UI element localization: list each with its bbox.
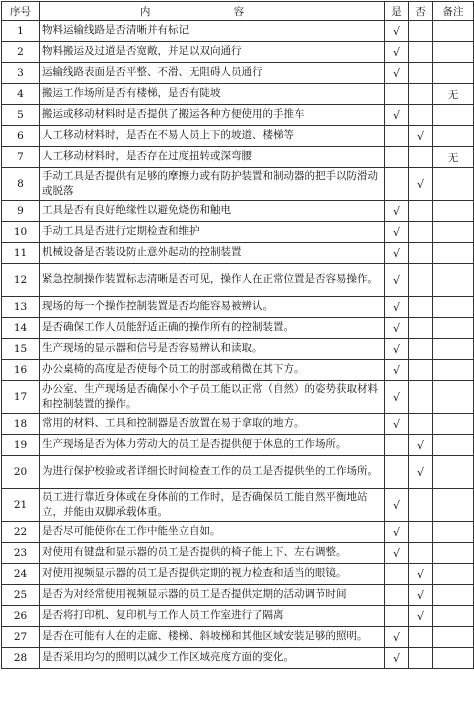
no-check: [409, 360, 433, 381]
row-seq: 2: [2, 42, 40, 63]
row-seq: 9: [2, 201, 40, 222]
yes-check: √: [385, 105, 409, 126]
yes-check: [385, 456, 409, 489]
no-check: [409, 243, 433, 264]
no-check: [409, 627, 433, 648]
row-content: 搬运或移动材料时是否提供了搬运各种方便使用的手推车: [40, 105, 385, 126]
row-content: 常用的材料、工具和控制器是否放置在易于拿取的地方。: [40, 414, 385, 435]
row-content: 人工移动材料时，是否在不易人员上下的坡道、楼梯等: [40, 126, 385, 147]
row-note: [433, 543, 474, 564]
row-content: 是否尽可能使你在工作中能坐立自如。: [40, 522, 385, 543]
no-check: [409, 318, 433, 339]
table-row: [2, 360, 474, 381]
no-check: [409, 42, 433, 63]
row-content: 是否将打印机、复印机与工作人员工作室进行了隔离: [40, 606, 385, 627]
no-check: [409, 339, 433, 360]
header-row: [2, 2, 474, 21]
row-note: [433, 627, 474, 648]
no-check: √: [409, 585, 433, 606]
table-row: [2, 168, 474, 201]
row-seq: 22: [2, 522, 40, 543]
yes-check: √: [385, 264, 409, 297]
row-content: 是否为对经常使用视频显示器的员工是否提供定期的活动调节时间: [40, 585, 385, 606]
row-seq: 21: [2, 489, 40, 522]
yes-check: [385, 435, 409, 456]
row-seq: 10: [2, 222, 40, 243]
no-check: [409, 84, 433, 105]
row-note: [433, 489, 474, 522]
row-seq: 16: [2, 360, 40, 381]
no-check: [409, 414, 433, 435]
row-note: [433, 222, 474, 243]
table-row: [2, 147, 474, 168]
yes-check: √: [385, 543, 409, 564]
table-row: [2, 126, 474, 147]
row-content: 机械设备是否装设防止意外起动的控制装置: [40, 243, 385, 264]
row-content: 生产现场是否为体力劳动大的员工是否提供便于休息的工作场所。: [40, 435, 385, 456]
yes-check: √: [385, 63, 409, 84]
table-row: [2, 435, 474, 456]
yes-check: √: [385, 414, 409, 435]
row-seq: 14: [2, 318, 40, 339]
no-check: √: [409, 435, 433, 456]
table-row: [2, 648, 474, 669]
row-content: 紧急控制操作装置标志清晰是否可见，操作人在正常位置是否容易操作。: [40, 264, 385, 297]
row-content: 员工进行靠近身体或在身体前的工作时，是否确保员工能自然平衡地站立，并能由双脚承载体重。: [40, 489, 385, 522]
row-seq: 12: [2, 264, 40, 297]
row-seq: 4: [2, 84, 40, 105]
row-content: 是否在可能有人在的走廊、楼梯、斜坡梯和其他区域安装足够的照明。: [40, 627, 385, 648]
no-check: [409, 297, 433, 318]
header-content: 内 容: [40, 2, 385, 21]
row-content: 办公室、生产现场是否确保小个子员工能以正常（自然）的姿势获取材料和控制装置的操作。: [40, 381, 385, 414]
row-seq: 13: [2, 297, 40, 318]
row-seq: 3: [2, 63, 40, 84]
no-check: √: [409, 168, 433, 201]
yes-check: √: [385, 201, 409, 222]
table-row: [2, 21, 474, 42]
no-check: √: [409, 564, 433, 585]
yes-check: √: [385, 222, 409, 243]
row-content: 物料搬运及过道是否宽敞，并足以双向通行: [40, 42, 385, 63]
yes-check: √: [385, 522, 409, 543]
row-content: 手动工具是否提供有足够的摩擦力或有防护装置和制动器的把手以防滑动或脱落: [40, 168, 385, 201]
row-note: [433, 564, 474, 585]
row-note: [433, 297, 474, 318]
no-check: [409, 489, 433, 522]
row-seq: 19: [2, 435, 40, 456]
row-seq: 20: [2, 456, 40, 489]
row-content: 对使用视频显示器的员工是否提供定期的视力检查和适当的眼镜。: [40, 564, 385, 585]
row-seq: 8: [2, 168, 40, 201]
row-content: 手动工具是否进行定期检查和维护: [40, 222, 385, 243]
table-row: [2, 42, 474, 63]
row-note: [433, 456, 474, 489]
row-note: [433, 648, 474, 669]
table-row: [2, 606, 474, 627]
no-check: [409, 381, 433, 414]
yes-check: [385, 564, 409, 585]
table-row: [2, 84, 474, 105]
row-note: [433, 339, 474, 360]
table-row: [2, 243, 474, 264]
row-content: 现场的每一个操作控制装置是否均能容易被辨认。: [40, 297, 385, 318]
yes-check: √: [385, 360, 409, 381]
row-note: [433, 201, 474, 222]
row-content: 搬运工作场所是否有楼梯，是否有陡坡: [40, 84, 385, 105]
yes-check: √: [385, 381, 409, 414]
row-content: 运输线路表面是否平整、不滑、无阻碍人员通行: [40, 63, 385, 84]
row-seq: 11: [2, 243, 40, 264]
row-note: [433, 435, 474, 456]
table-row: [2, 222, 474, 243]
row-seq: 17: [2, 381, 40, 414]
no-check: [409, 147, 433, 168]
table-row: [2, 63, 474, 84]
yes-check: √: [385, 42, 409, 63]
no-check: [409, 222, 433, 243]
row-note: [433, 168, 474, 201]
table-row: [2, 627, 474, 648]
checklist-table: [1, 1, 474, 669]
row-note: [433, 63, 474, 84]
row-seq: 26: [2, 606, 40, 627]
yes-check: [385, 84, 409, 105]
yes-check: [385, 585, 409, 606]
table-row: [2, 543, 474, 564]
row-seq: 1: [2, 21, 40, 42]
row-note: [433, 585, 474, 606]
row-seq: 7: [2, 147, 40, 168]
no-check: [409, 264, 433, 297]
row-content: 工具是否有良好绝缘性以避免烧伤和触电: [40, 201, 385, 222]
checklist-body: [2, 21, 474, 669]
table-row: [2, 414, 474, 435]
row-note: [433, 414, 474, 435]
yes-check: [385, 126, 409, 147]
no-check: √: [409, 126, 433, 147]
no-check: √: [409, 606, 433, 627]
yes-check: √: [385, 648, 409, 669]
yes-check: √: [385, 243, 409, 264]
row-note: [433, 522, 474, 543]
row-note: 无: [433, 147, 474, 168]
row-note: [433, 126, 474, 147]
yes-check: √: [385, 318, 409, 339]
row-content: 人工移动材料时，是否存在过度扭转或深弯腰: [40, 147, 385, 168]
row-note: [433, 243, 474, 264]
row-note: [433, 318, 474, 339]
yes-check: [385, 606, 409, 627]
header-no: 否: [409, 2, 433, 21]
row-content: 办公桌椅的高度是否使每个员工的肘部或稍微在其下方。: [40, 360, 385, 381]
no-check: [409, 105, 433, 126]
row-note: [433, 105, 474, 126]
table-row: [2, 564, 474, 585]
row-seq: 24: [2, 564, 40, 585]
row-seq: 25: [2, 585, 40, 606]
table-row: [2, 456, 474, 489]
no-check: [409, 201, 433, 222]
yes-check: √: [385, 21, 409, 42]
row-seq: 27: [2, 627, 40, 648]
header-yes: 是: [385, 2, 409, 21]
row-content: 生产现场的显示器和信号是否容易辨认和读取。: [40, 339, 385, 360]
table-row: [2, 585, 474, 606]
row-content: 对使用有键盘和显示器的员工是否提供的椅子能上下、左右调整。: [40, 543, 385, 564]
row-content: 是否采用均匀的照明以减少工作区域亮度方面的变化。: [40, 648, 385, 669]
table-row: [2, 264, 474, 297]
table-row: [2, 381, 474, 414]
no-check: [409, 21, 433, 42]
table-row: [2, 105, 474, 126]
no-check: [409, 522, 433, 543]
no-check: [409, 63, 433, 84]
table-row: [2, 318, 474, 339]
yes-check: [385, 147, 409, 168]
table-row: [2, 339, 474, 360]
row-note: [433, 606, 474, 627]
row-note: [433, 360, 474, 381]
table-row: [2, 489, 474, 522]
table-row: [2, 201, 474, 222]
row-content: 是否确保工作人员能舒适正确的操作所有的控制装置。: [40, 318, 385, 339]
row-note: 无: [433, 84, 474, 105]
row-note: [433, 42, 474, 63]
row-seq: 6: [2, 126, 40, 147]
row-content: 为进行保护校验或者详细长时间检查工作的员工是否提供坐的工作场所。: [40, 456, 385, 489]
row-note: [433, 21, 474, 42]
yes-check: √: [385, 339, 409, 360]
row-seq: 28: [2, 648, 40, 669]
yes-check: √: [385, 489, 409, 522]
no-check: [409, 543, 433, 564]
header-note: 备注: [433, 2, 474, 21]
yes-check: √: [385, 627, 409, 648]
no-check: [409, 648, 433, 669]
row-note: [433, 264, 474, 297]
row-seq: 18: [2, 414, 40, 435]
row-seq: 5: [2, 105, 40, 126]
no-check: √: [409, 456, 433, 489]
yes-check: [385, 168, 409, 201]
yes-check: √: [385, 297, 409, 318]
table-row: [2, 297, 474, 318]
table-row: [2, 522, 474, 543]
row-content: 物料运输线路是否清晰并有标记: [40, 21, 385, 42]
header-seq: 序号: [2, 2, 40, 21]
row-seq: 23: [2, 543, 40, 564]
row-note: [433, 381, 474, 414]
row-seq: 15: [2, 339, 40, 360]
